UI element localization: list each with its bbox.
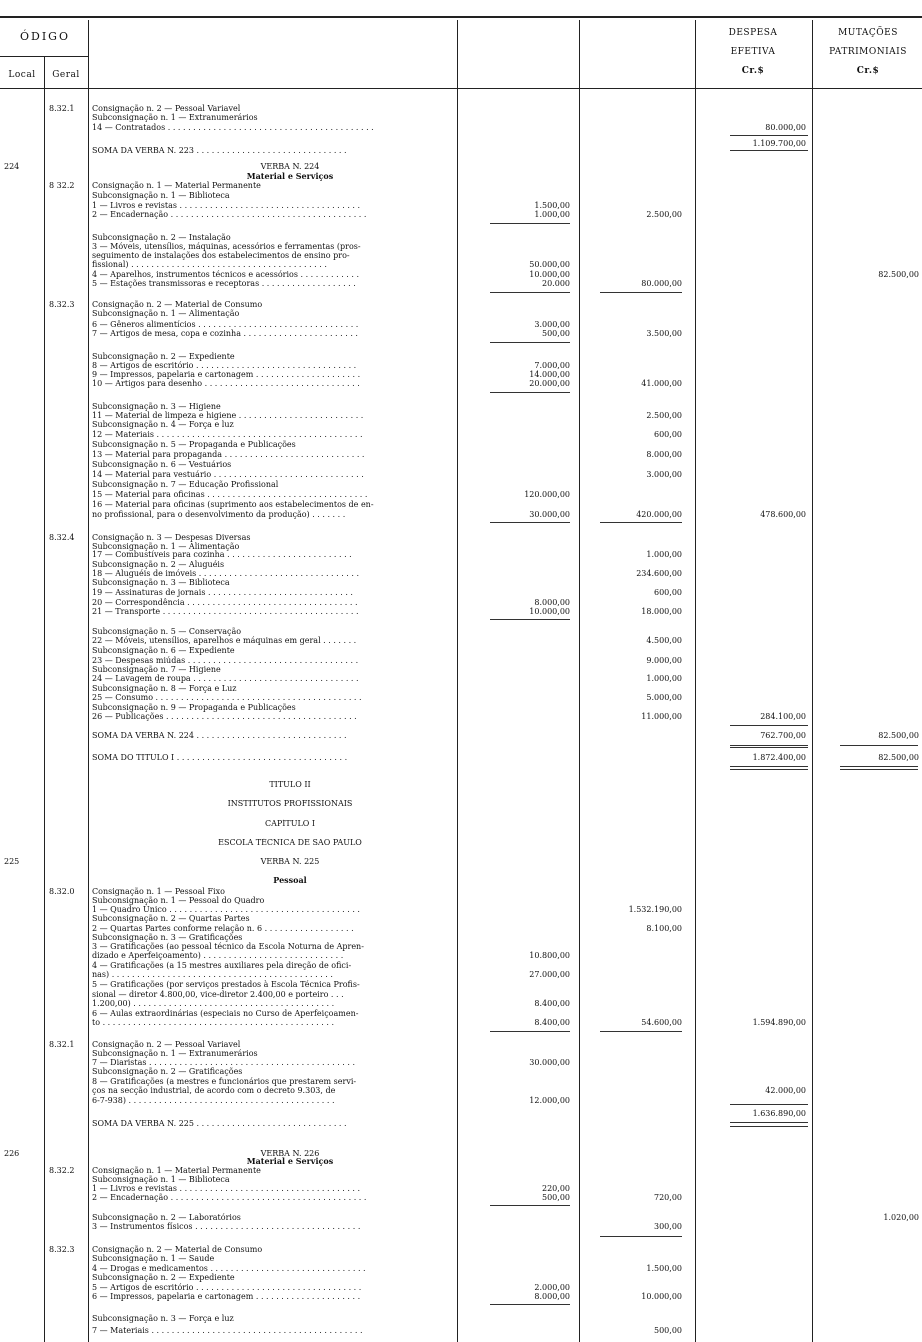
item-description: 4 — Drogas e medicamentos . . . . . . . . . . . . . . . . . . . . . . . . . . . . . . .	[92, 1264, 366, 1273]
despesa-efetiva-value: 80.000,00	[765, 123, 806, 132]
item-description: 15 — Material para oficinas . . . . . . . . . . . . . . . . . . . . . . . . . . . . . . . .	[92, 490, 368, 499]
geral-code: 8.32.3	[49, 300, 75, 309]
item-description: 5 — Artigos de escritório . . . . . . . . . . . . . . . . . . . . . . . . . . . . . . . . .	[92, 1283, 362, 1292]
item-description: 7 — Materiais . . . . . . . . . . . . . . . . . . . . . . . . . . . . . . . . . . . . . . . . . .	[92, 1326, 363, 1335]
item-description: Consignação n. 1 — Material Permanente	[92, 181, 261, 190]
item-description: 6-7-938) . . . . . . . . . . . . . . . . . . . . . . . . . . . . . . . . . . . . . . . . .	[92, 1096, 335, 1105]
item-description: Subconsignação n. 1 — Alimentação	[92, 542, 240, 551]
item-description: 5 — Gratificações (por serviços prestados à Escola Técnica Profis-	[92, 980, 360, 989]
item-description: Subconsignação n. 2 — Laboratórios	[92, 1213, 241, 1222]
amount-col-2: 18.000,00	[641, 607, 682, 616]
amount-col-1: 20.000,00	[529, 379, 570, 388]
top-rule	[0, 16, 922, 18]
amount-col-2: 2.500,00	[646, 210, 682, 219]
subtotal-rule	[490, 223, 570, 224]
geral-code: 8 32.2	[49, 181, 75, 190]
item-description: 3 — Móveis, utensílios, máquinas, acessórios e ferramentas (pros-	[92, 242, 361, 251]
mutacoes-value: 82.500,00	[878, 270, 919, 279]
despesa-efetiva-value: 42.000,00	[765, 1086, 806, 1095]
amount-col-1: 50.000,00	[529, 260, 570, 269]
item-description: 20 — Correspondência . . . . . . . . . . . . . . . . . . . . . . . . . . . . . . . . . .	[92, 598, 358, 607]
item-description: Consignação n. 2 — Pessoal Variavel	[92, 104, 241, 113]
item-description: VERBA N. 224	[260, 162, 320, 171]
item-description: 11 — Material de limpeza e higiene . . . . . . . . . . . . . . . . . . . . . . . . .	[92, 411, 364, 420]
header-despesa-1: DESPESA	[728, 28, 778, 38]
item-description: Consignação n. 2 — Pessoal Variavel	[92, 1040, 241, 1049]
item-description: Subconsignação n. 2 — Aluguéis	[92, 560, 225, 569]
despesa-efetiva-value: 1.636.890,00	[752, 1109, 806, 1118]
geral-code: 8.32.2	[49, 1166, 75, 1175]
item-description: 22 — Móveis, utensílios, aparelhos e máquinas em geral . . . . . . .	[92, 636, 357, 645]
item-description: Subconsignação n. 8 — Força e Luz	[92, 684, 237, 693]
item-description: 9 — Impressos, papelaria e cartonagem . . . . . . . . . . . . . . . . . . . . .	[92, 370, 361, 379]
amount-col-2: 10.000,00	[641, 1292, 682, 1301]
item-description: 1 — Livros e revistas . . . . . . . . . . . . . . . . . . . . . . . . . . . . . . . . . . . .	[92, 1184, 361, 1193]
item-description: 24 — Lavagem de roupa . . . . . . . . . . . . . . . . . . . . . . . . . . . . . . . . .	[92, 674, 359, 683]
item-description: Subconsignação n. 5 — Propaganda e Publicações	[92, 440, 296, 449]
amount-col-1: 10.800,00	[529, 951, 570, 960]
amount-col-1: 30.000,00	[529, 1058, 570, 1067]
item-description: 23 — Despesas miúdas . . . . . . . . . . . . . . . . . . . . . . . . . . . . . . . . . .	[92, 656, 359, 665]
item-description: 1.200,00) . . . . . . . . . . . . . . . . . . . . . . . . . . . . . . . . . . . . . . . .	[92, 999, 335, 1008]
item-description: SOMA DA VERBA N. 224 . . . . . . . . . . . . . . . . . . . . . . . . . . . . . .	[92, 731, 347, 740]
item-description: Material e Serviços	[246, 1157, 334, 1166]
subtotal-rule	[490, 1205, 570, 1206]
amount-col-2: 5.000,00	[646, 693, 682, 702]
item-description: Subconsignação n. 3 — Biblioteca	[92, 578, 230, 587]
item-description: Subconsignação n. 5 — Conservação	[92, 627, 242, 636]
item-description: seguimento de instalações dos estabelecimentos de ensino pro-	[92, 251, 350, 260]
item-description: 13 — Material para propaganda . . . . . . . . . . . . . . . . . . . . . . . . . . . .	[92, 450, 365, 459]
item-description: INSTITUTOS PROFISSIONAIS	[227, 799, 353, 808]
local-code: 224	[4, 162, 20, 171]
item-description: Consignação n. 2 — Material de Consumo	[92, 1245, 263, 1254]
amount-col-1: 10.000,00	[529, 270, 570, 279]
despesa-efetiva-value: 478.600,00	[760, 510, 806, 519]
item-description: 16 — Material para oficinas (suprimento aos estabelecimentos de en-	[92, 500, 374, 509]
despesa-efetiva-value: 284.100,00	[760, 712, 806, 721]
amount-col-1: 500,00	[542, 1193, 570, 1202]
item-description: 4 — Gratificações (a 15 mestres auxiliares pela direção de ofici-	[92, 961, 352, 970]
amount-col-2: 1.500,00	[646, 1264, 682, 1273]
geral-code: 8.32.1	[49, 104, 75, 113]
amount-col-1: 8.000,00	[534, 1292, 570, 1301]
item-description: 25 — Consumo . . . . . . . . . . . . . . . . . . . . . . . . . . . . . . . . . . . . . . . . .	[92, 693, 362, 702]
item-description: CAPÍTULO I	[264, 819, 316, 828]
item-description: 7 — Diaristas . . . . . . . . . . . . . . . . . . . . . . . . . . . . . . . . . . . . . . . . .	[92, 1058, 356, 1067]
item-description: Subconsignação n. 1 — Pessoal do Quadro	[92, 896, 265, 905]
header-mutacoes-3: Cr.$	[856, 66, 880, 76]
item-description: Subconsignação n. 1 — Biblioteca	[92, 191, 230, 200]
local-code: 226	[4, 1149, 20, 1158]
item-description: Subconsignação n. 7 — Higiene	[92, 665, 221, 674]
subtotal-rule	[490, 619, 570, 620]
item-description: 5 — Estações transmissoras e receptoras . . . . . . . . . . . . . . . . . . .	[92, 279, 356, 288]
header-local: Local	[8, 70, 36, 80]
amount-col-1: 8.400,00	[534, 999, 570, 1008]
item-description: Subconsignação n. 3 — Força e luz	[92, 1314, 234, 1323]
item-description: no profissional, para o desenvolvimento da produção) . . . . . . .	[92, 510, 346, 519]
mutacoes-value: 1.020,00	[883, 1213, 919, 1222]
item-description: Consignação n. 1 — Material Permanente	[92, 1166, 261, 1175]
amount-col-2: 3.500,00	[646, 329, 682, 338]
subtotal-rule	[730, 725, 808, 726]
subtotal-rule	[490, 1304, 570, 1305]
amount-col-2: 600,00	[654, 588, 682, 597]
despesa-efetiva-value: 762.700,00	[760, 731, 806, 740]
local-code: 225	[4, 857, 20, 866]
geral-code: 8.32.0	[49, 887, 75, 896]
subtotal-rule	[600, 292, 682, 293]
item-description: 14 — Contratados . . . . . . . . . . . . . . . . . . . . . . . . . . . . . . . . . . . . . . . . .	[92, 123, 374, 132]
item-description: VERBA N. 226	[260, 1149, 320, 1158]
amount-col-2: 234.600,00	[636, 569, 682, 578]
amount-col-2: 8.100,00	[646, 924, 682, 933]
item-description: Pessoal	[273, 876, 307, 885]
subtotal-rule	[840, 745, 918, 746]
item-description: sional — diretor 4.800,00, vice-diretor 2.400,00 e porteiro . . .	[92, 990, 344, 999]
header-geral: Geral	[52, 70, 80, 80]
header-codigo: ÓDIGO	[20, 30, 70, 43]
item-description: Consignação n. 3 — Despesas Diversas	[92, 533, 251, 542]
amount-col-1: 7.000,00	[534, 361, 570, 370]
item-description: 18 — Aluguéis de imóveis . . . . . . . . . . . . . . . . . . . . . . . . . . . . . . . .	[92, 569, 359, 578]
item-description: VERBA N. 225	[260, 857, 320, 866]
item-description: 21 — Transporte . . . . . . . . . . . . . . . . . . . . . . . . . . . . . . . . . . . . . . .	[92, 607, 359, 616]
amount-col-2: 720,00	[654, 1193, 682, 1202]
item-description: Subconsignação n. 3 — Higiene	[92, 402, 221, 411]
subtotal-rule	[490, 1031, 570, 1032]
subtotal-rule	[490, 292, 570, 293]
amount-col-2: 80.000,00	[641, 279, 682, 288]
item-description: Subconsignação n. 2 — Quartas Partes	[92, 914, 250, 923]
geral-code: 8.32.1	[49, 1040, 75, 1049]
subtotal-rule	[730, 766, 808, 767]
item-description: Consignação n. 1 — Pessoal Fixo	[92, 887, 225, 896]
item-description: Subconsignação n. 2 — Expediente	[92, 1273, 235, 1282]
amount-col-2: 8.000,00	[646, 450, 682, 459]
item-description: Subconsignação n. 1 — Saude	[92, 1254, 215, 1263]
subtotal-rule	[730, 150, 808, 151]
item-description: Subconsignação n. 6 — Expediente	[92, 646, 235, 655]
col-divider-local	[44, 56, 45, 1342]
item-description: ços na secção industrial, de acordo com o decreto 9.303, de	[92, 1086, 336, 1095]
item-description: Subconsignação n. 1 — Biblioteca	[92, 1175, 230, 1184]
despesa-efetiva-value: 1.594.890,00	[752, 1018, 806, 1027]
item-description: 17 — Combustíveis para cozinha . . . . . . . . . . . . . . . . . . . . . . . . .	[92, 550, 352, 559]
amount-col-1: 1.000,00	[534, 210, 570, 219]
item-description: Subconsignação n. 2 — Instalação	[92, 233, 231, 242]
amount-col-2: 420.000,00	[636, 510, 682, 519]
item-description: 7 — Artigos de mesa, copa e cozinha . . . . . . . . . . . . . . . . . . . . . . .	[92, 329, 358, 338]
amount-col-1: 12.000,00	[529, 1096, 570, 1105]
subtotal-rule	[490, 522, 570, 523]
amount-col-1: 120.000,00	[524, 490, 570, 499]
amount-col-2: 2.500,00	[646, 411, 682, 420]
col-divider-geral	[88, 20, 89, 1342]
amount-col-2: 600,00	[654, 430, 682, 439]
geral-code: 8.32.3	[49, 1245, 75, 1254]
subtotal-rule	[840, 766, 918, 767]
item-description: 10 — Artigos para desenho . . . . . . . . . . . . . . . . . . . . . . . . . . . . . . .	[92, 379, 360, 388]
subtotal-rule	[730, 1126, 808, 1127]
item-description: 4 — Aparelhos, instrumentos técnicos e acessórios . . . . . . . . . . . .	[92, 270, 359, 279]
amount-col-1: 20.000	[542, 279, 570, 288]
subtotal-rule	[730, 135, 808, 136]
item-description: Subconsignação n. 2 — Gratificações	[92, 1067, 243, 1076]
mutacoes-value: 82.500,00	[878, 731, 919, 740]
item-description: Material e Serviços	[246, 172, 334, 181]
item-description: ESCOLA TÉCNICA DE SÃO PAULO	[218, 838, 362, 847]
subtotal-rule	[730, 745, 808, 746]
subtotal-rule	[600, 1031, 682, 1032]
item-description: 1 — Livros e revistas . . . . . . . . . . . . . . . . . . . . . . . . . . . . . . . . . . . .	[92, 201, 361, 210]
amount-col-2: 54.600,00	[641, 1018, 682, 1027]
item-description: 12 — Materiais . . . . . . . . . . . . . . . . . . . . . . . . . . . . . . . . . . . . . . . . .	[92, 430, 363, 439]
subtotal-rule	[840, 769, 918, 770]
item-description: fissional) . . . . . . . . . . . . . . . . . . . . . . . . . . . . . . . . . . . . . . .	[92, 260, 327, 269]
item-description: Subconsignação n. 2 — Expediente	[92, 352, 235, 361]
item-description: 3 — Gratificações (ao pessoal técnico da Escola Noturna de Apren-	[92, 942, 364, 951]
item-description: 26 — Publicações . . . . . . . . . . . . . . . . . . . . . . . . . . . . . . . . . . . . . .	[92, 712, 357, 721]
amount-col-1: 27.000,00	[529, 970, 570, 979]
item-description: 3 — Instrumentos físicos . . . . . . . . . . . . . . . . . . . . . . . . . . . . . . . . .	[92, 1222, 361, 1231]
header-despesa-2: EFETIVA	[730, 47, 776, 57]
mutacoes-value: 82.500,00	[878, 753, 919, 762]
item-description: Subconsignação n. 9 — Propaganda e Publicações	[92, 703, 296, 712]
subtotal-rule	[600, 522, 682, 523]
amount-col-1: 500,00	[542, 329, 570, 338]
subtotal-rule	[730, 747, 808, 748]
subtotal-rule	[730, 769, 808, 770]
amount-col-2: 41.000,00	[641, 379, 682, 388]
item-description: SOMA DO TITULO I . . . . . . . . . . . . . . . . . . . . . . . . . . . . . . . . . .	[92, 753, 348, 762]
amount-col-1: 1.500,00	[534, 201, 570, 210]
amount-col-1: 10.000,00	[529, 607, 570, 616]
amount-col-2: 9.000,00	[646, 656, 682, 665]
subtotal-rule	[730, 1122, 808, 1123]
col-divider-c1	[579, 20, 580, 1342]
item-description: TITULO II	[269, 780, 311, 789]
item-description: 2 — Quartas Partes conforme relação n. 6 . . . . . . . . . . . . . . . . . .	[92, 924, 354, 933]
amount-col-1: 8.000,00	[534, 598, 570, 607]
item-description: 8 — Artigos de escritório . . . . . . . . . . . . . . . . . . . . . . . . . . . . . . . .	[92, 361, 357, 370]
amount-col-1: 30.000,00	[529, 510, 570, 519]
item-description: 19 — Assinaturas de jornais . . . . . . . . . . . . . . . . . . . . . . . . . . . . .	[92, 588, 353, 597]
header-rule	[0, 88, 922, 89]
item-description: 2 — Encadernação . . . . . . . . . . . . . . . . . . . . . . . . . . . . . . . . . . . . . . .	[92, 210, 367, 219]
item-description: 1 — Quadro Único . . . . . . . . . . . . . . . . . . . . . . . . . . . . . . . . . . . . . .	[92, 905, 360, 914]
amount-col-2: 3.000,00	[646, 470, 682, 479]
item-description: Subconsignação n. 1 — Extranumerários	[92, 1049, 258, 1058]
col-divider-c2	[695, 20, 696, 1342]
item-description: 14 — Material para vestuário . . . . . . . . . . . . . . . . . . . . . . . . . . . . . .	[92, 470, 364, 479]
col-divider-c3	[812, 20, 813, 1342]
amount-col-2: 11.000,00	[641, 712, 682, 721]
amount-col-1: 220,00	[542, 1184, 570, 1193]
item-description: Consignação n. 2 — Material de Consumo	[92, 300, 263, 309]
subtotal-rule	[490, 342, 570, 343]
amount-col-2: 500,00	[654, 1326, 682, 1335]
item-description: 6 — Impressos, papelaria e cartonagem . . . . . . . . . . . . . . . . . . . . .	[92, 1292, 361, 1301]
item-description: Subconsignação n. 4 — Força e luz	[92, 420, 234, 429]
item-description: 6 — Aulas extraordinárias (especiais no Curso de Aperfeiçoamen-	[92, 1009, 359, 1018]
item-description: Subconsignação n. 1 — Alimentação	[92, 309, 240, 318]
despesa-efetiva-value: 1.109.700,00	[752, 139, 806, 148]
amount-col-2: 1.000,00	[646, 550, 682, 559]
item-description: dizado e Aperfeiçoamento) . . . . . . . . . . . . . . . . . . . . . . . . . . . .	[92, 951, 344, 960]
item-description: to . . . . . . . . . . . . . . . . . . . . . . . . . . . . . . . . . . . . . . . . . . . . . .	[92, 1018, 334, 1027]
amount-col-1: 2.000,00	[534, 1283, 570, 1292]
amount-col-1: 3.000,00	[534, 320, 570, 329]
despesa-efetiva-value: 1.872.400,00	[752, 753, 806, 762]
header-mutacoes-1: MUTAÇÕES	[838, 28, 898, 38]
item-description: Subconsignação n. 7 — Educação Profissional	[92, 480, 279, 489]
item-description: 8 — Gratificações (a mestres e funcionários que prestarem servi-	[92, 1077, 357, 1086]
geral-code: 8.32.4	[49, 533, 75, 542]
amount-col-1: 8.400,00	[534, 1018, 570, 1027]
item-description: SOMA DA VERBA N. 225 . . . . . . . . . . . . . . . . . . . . . . . . . . . . . .	[92, 1119, 347, 1128]
amount-col-1: 14.000,00	[529, 370, 570, 379]
item-description: 2 — Encadernação . . . . . . . . . . . . . . . . . . . . . . . . . . . . . . . . . . . . . . .	[92, 1193, 367, 1202]
item-description: 6 — Gêneros alimentícios . . . . . . . . . . . . . . . . . . . . . . . . . . . . . . . .	[92, 320, 359, 329]
amount-col-2: 300,00	[654, 1222, 682, 1231]
header-mutacoes-2: PATRIMONIAIS	[829, 47, 907, 57]
amount-col-2: 4.500,00	[646, 636, 682, 645]
item-description: Subconsignação n. 6 — Vestuários	[92, 460, 232, 469]
subtotal-rule	[600, 1236, 682, 1237]
amount-col-2: 1.000,00	[646, 674, 682, 683]
header-despesa-3: Cr.$	[741, 66, 765, 76]
subtotal-rule	[730, 1104, 808, 1105]
item-description: nas) . . . . . . . . . . . . . . . . . . . . . . . . . . . . . . . . . . . . . . . . . . . .	[92, 970, 333, 979]
amount-col-2: 1.532.190,00	[628, 905, 682, 914]
item-description: Subconsignação n. 3 — Gratificações	[92, 933, 243, 942]
item-description: Subconsignação n. 1 — Extranumerários	[92, 113, 258, 122]
subtotal-rule	[490, 392, 570, 393]
item-description: SOMA DA VERBA N. 223 . . . . . . . . . . . . . . . . . . . . . . . . . . . . . .	[92, 146, 347, 155]
